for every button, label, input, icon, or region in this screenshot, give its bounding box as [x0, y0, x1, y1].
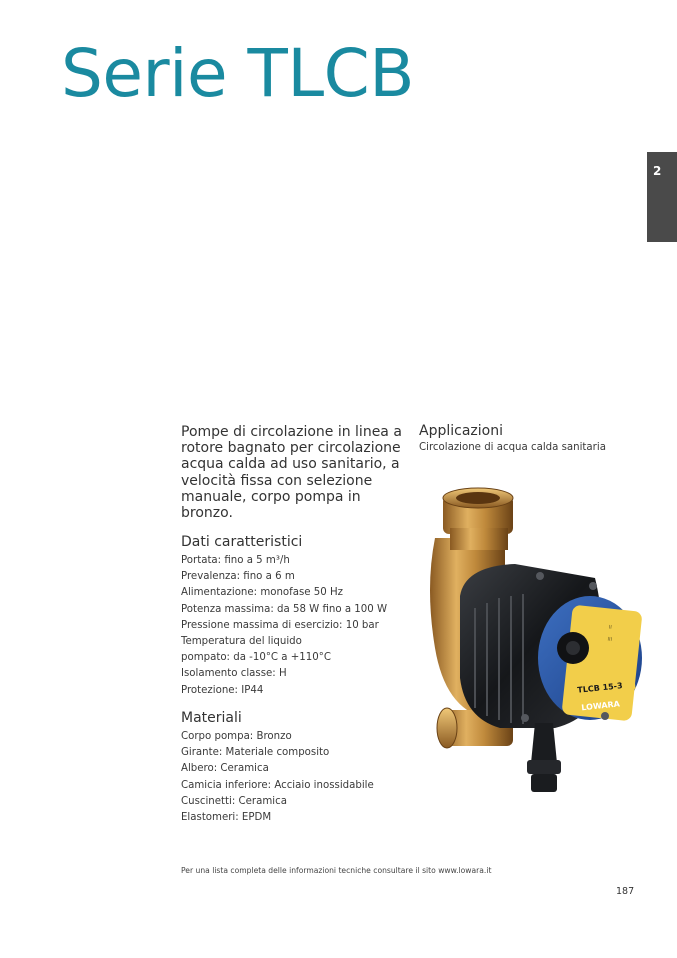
list-item: Albero: Ceramica [181, 763, 269, 775]
list-item: Isolamento classe: H [181, 668, 287, 680]
list-item: Potenza massima: da 58 W fino a 100 W [181, 603, 388, 615]
svg-text:II: II [608, 624, 612, 631]
applicazioni-text: Circolazione di acqua calda sanitaria [419, 442, 606, 453]
list-item: Temperatura del liquido [181, 636, 302, 648]
list-item: Girante: Materiale composito [181, 747, 330, 759]
section-tab-number: 2 [653, 164, 662, 178]
materiali-heading: Materiali [181, 710, 242, 726]
section-tab [647, 152, 677, 242]
materiali-list [181, 729, 374, 826]
list-item: Corpo pompa: Bronzo [181, 731, 292, 742]
list-item: Cuscinetti: Ceramica [181, 795, 287, 807]
intro-paragraph: Pompe di circolazione in linea a rotore bagnato per circolazione acqua calda ad uso sanitario, a velocità fissa con selezione manuale, corpo pompa in bronzo. [181, 424, 402, 522]
pump-image [405, 478, 650, 800]
page-title: Serie TLCB [61, 35, 415, 112]
list-item: pompato: da -10°C a +110°C [181, 652, 331, 664]
pump-model-label: TLCB 15-3 [576, 681, 623, 695]
list-item: Portata: fino a 5 m³/h [181, 555, 290, 566]
svg-text:III: III [607, 636, 613, 643]
footer-note: Per una lista completa delle informazioni tecniche consultare il sito www.lowara.it [181, 866, 492, 875]
dati-list [181, 553, 387, 699]
pump-brand-label: LOWARA [580, 699, 621, 713]
list-item: Pressione massima di esercizio: 10 bar [181, 619, 379, 631]
page-number: 187 [616, 886, 635, 897]
applicazioni-heading: Applicazioni [419, 423, 503, 439]
list-item: Alimentazione: monofase 50 Hz [181, 587, 344, 599]
list-item: Camicia inferiore: Acciaio inossidabile [181, 779, 374, 791]
list-item: Protezione: IP44 [181, 684, 264, 696]
dati-heading: Dati caratteristici [181, 534, 303, 550]
list-item: Elastomeri: EPDM [181, 812, 272, 824]
list-item: Prevalenza: fino a 6 m [181, 571, 295, 583]
